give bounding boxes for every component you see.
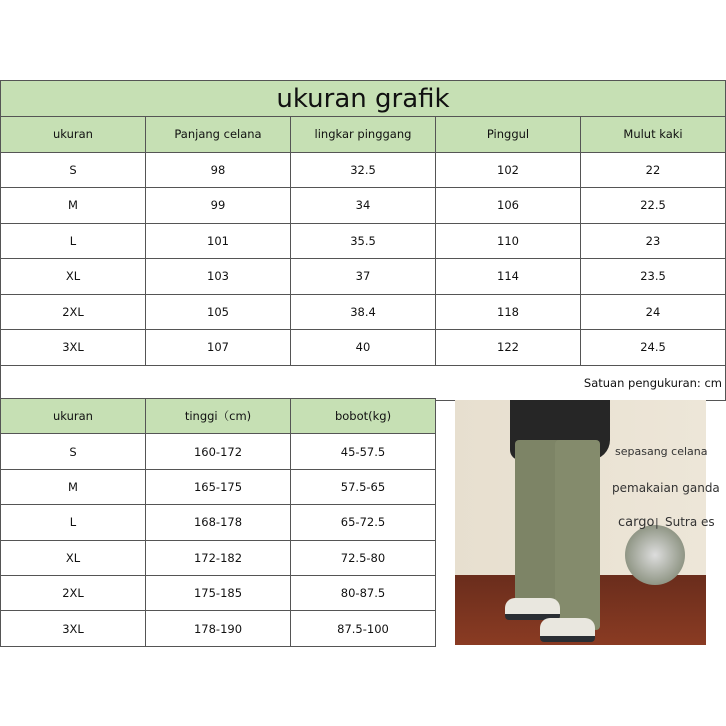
table-cell: 102 [436, 152, 581, 188]
table-cell: 99 [146, 188, 291, 224]
table-row [1, 540, 436, 575]
table-cell: 37 [291, 259, 436, 295]
table-row [1, 330, 726, 366]
table-cell: 160-172 [146, 434, 291, 469]
table-cell: 38.4 [291, 294, 436, 330]
table-cell: 103 [146, 259, 291, 295]
header-cell: Panjang celana [146, 117, 291, 153]
detail-circle [625, 525, 685, 585]
photo-text: Sutra es [665, 515, 715, 529]
table-row [1, 434, 436, 469]
table-cell: 22 [581, 152, 726, 188]
table-cell: S [1, 434, 146, 469]
table-cell: 168-178 [146, 505, 291, 540]
table-cell: 165-175 [146, 469, 291, 504]
shoe-right [540, 618, 595, 642]
table-row [1, 152, 726, 188]
table-cell: 3XL [1, 611, 146, 646]
table-cell: 32.5 [291, 152, 436, 188]
pants-leg-right [555, 440, 600, 630]
table-row [1, 505, 436, 540]
table-cell: 114 [436, 259, 581, 295]
table-cell: 23 [581, 223, 726, 259]
table-row [1, 469, 436, 504]
table-cell: S [1, 152, 146, 188]
header-cell: Pinggul [436, 117, 581, 153]
product-photo: sepasang celana pemakaian ganda cargo | Sutra es [455, 400, 706, 645]
header-cell: tinggi（cm) [146, 399, 291, 434]
table-cell: 118 [436, 294, 581, 330]
table-cell: 110 [436, 223, 581, 259]
table-cell: XL [1, 540, 146, 575]
table-cell: 106 [436, 188, 581, 224]
table-cell: 87.5-100 [291, 611, 436, 646]
table-cell: 175-185 [146, 575, 291, 610]
table-cell: XL [1, 259, 146, 295]
table-row [1, 188, 726, 224]
table-cell: 45-57.5 [291, 434, 436, 469]
size-table [0, 80, 726, 401]
table-header [1, 399, 436, 434]
table-cell: 35.5 [291, 223, 436, 259]
table-header [1, 117, 726, 153]
header-cell: lingkar pinggang [291, 117, 436, 153]
table-cell: 107 [146, 330, 291, 366]
table-cell: 105 [146, 294, 291, 330]
table-cell: 72.5-80 [291, 540, 436, 575]
table-cell: 40 [291, 330, 436, 366]
height-weight-table [0, 398, 436, 647]
chart-title: ukuran grafik [1, 81, 726, 117]
table-cell: L [1, 505, 146, 540]
table-row [1, 259, 726, 295]
table-cell: 24 [581, 294, 726, 330]
table-cell: 57.5-65 [291, 469, 436, 504]
table-cell: L [1, 223, 146, 259]
photo-text: cargo [618, 515, 655, 530]
table-cell: 178-190 [146, 611, 291, 646]
table-cell: M [1, 188, 146, 224]
table-row [1, 294, 726, 330]
table-cell: 122 [436, 330, 581, 366]
table-cell: 23.5 [581, 259, 726, 295]
table-cell: 101 [146, 223, 291, 259]
header-cell: ukuran [1, 117, 146, 153]
header-cell: ukuran [1, 399, 146, 434]
table-row [1, 575, 436, 610]
table-cell: 172-182 [146, 540, 291, 575]
table-cell: 65-72.5 [291, 505, 436, 540]
photo-text: pemakaian ganda [612, 481, 720, 495]
table-row [1, 611, 436, 646]
unit-note: Satuan pengukuran: cm [1, 365, 726, 400]
shoe-left [505, 598, 560, 620]
table-cell: 3XL [1, 330, 146, 366]
table-cell: 22.5 [581, 188, 726, 224]
header-cell: Mulut kaki [581, 117, 726, 153]
table-row [1, 223, 726, 259]
table-cell: 80-87.5 [291, 575, 436, 610]
table-cell: M [1, 469, 146, 504]
header-cell: bobot(kg) [291, 399, 436, 434]
table-cell: 24.5 [581, 330, 726, 366]
table-cell: 2XL [1, 575, 146, 610]
table-cell: 98 [146, 152, 291, 188]
photo-text: sepasang celana [615, 445, 708, 458]
table-cell: 2XL [1, 294, 146, 330]
table-cell: 34 [291, 188, 436, 224]
